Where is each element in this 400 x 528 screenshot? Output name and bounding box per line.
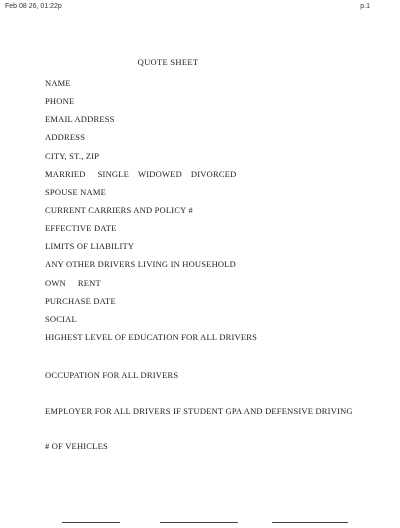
page-title: QUOTE SHEET: [137, 57, 199, 67]
field-phone: PHONE: [45, 96, 75, 106]
field-effective-date: EFFECTIVE DATE: [45, 223, 117, 233]
fax-page-number: p.1: [360, 3, 370, 10]
field-purchase-date: PURCHASE DATE: [45, 296, 116, 306]
field-social: SOCIAL: [45, 314, 77, 324]
fax-header: [0, 3, 400, 13]
option-divorced: DIVORCED: [190, 169, 237, 179]
field-vehicles: # OF VEHICLES: [45, 441, 108, 451]
footer-rule-2: [160, 522, 238, 523]
field-housing: [45, 278, 101, 288]
option-rent: RENT: [77, 278, 101, 288]
field-spouse-name: SPOUSE NAME: [45, 187, 107, 197]
field-address: ADDRESS: [45, 132, 86, 142]
field-other-drivers: ANY OTHER DRIVERS LIVING IN HOUSEHOLD: [45, 259, 237, 269]
field-occupation: OCCUPATION FOR ALL DRIVERS: [45, 370, 179, 380]
field-name: NAME: [45, 78, 71, 88]
field-current-carriers: CURRENT CARRIERS AND POLICY #: [45, 205, 193, 215]
option-own: OWN: [45, 278, 66, 288]
option-widowed: WIDOWED: [138, 169, 182, 179]
field-email: EMAIL ADDRESS: [45, 114, 115, 124]
footer-rule-3: [272, 522, 348, 523]
footer-rule-1: [62, 522, 120, 523]
field-employer: EMPLOYER FOR ALL DRIVERS IF STUDENT GPA AND DEFENSIVE DRIVING: [45, 406, 353, 416]
field-limits-of-liability: LIMITS OF LIABILITY: [45, 241, 135, 251]
option-married: MARRIED: [45, 169, 86, 179]
field-education: HIGHEST LEVEL OF EDUCATION FOR ALL DRIVERS: [45, 332, 258, 342]
field-city-st-zip: CITY, ST., ZIP: [45, 151, 100, 161]
fax-date-time: Feb 08 26, 01:22p: [5, 3, 62, 10]
field-marital-status: [45, 169, 236, 179]
option-single: SINGLE: [97, 169, 130, 179]
